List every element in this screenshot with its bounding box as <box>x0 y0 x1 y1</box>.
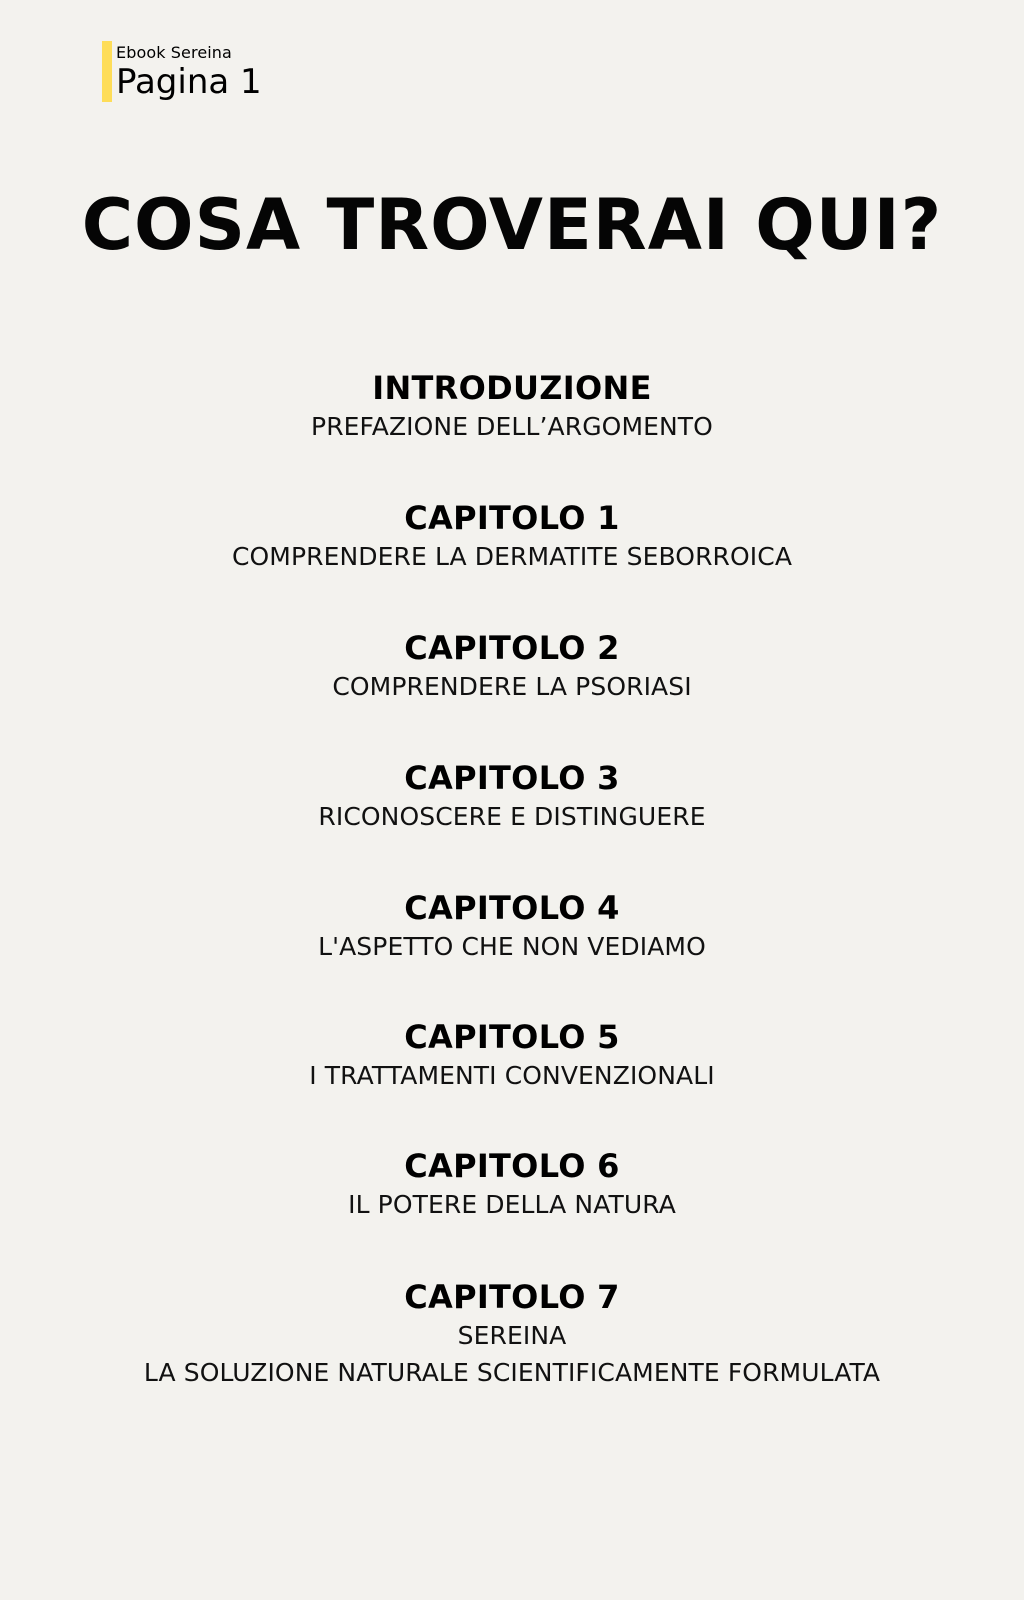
toc-heading: CAPITOLO 1 <box>404 499 620 537</box>
toc-entry-capitolo-3 <box>0 758 1024 835</box>
toc-description: L'ASPETTO CHE NON VEDIAMO <box>318 932 706 961</box>
toc-description: IL POTERE DELLA NATURA <box>348 1190 676 1219</box>
toc-heading: CAPITOLO 6 <box>404 1147 620 1185</box>
toc-entry-capitolo-6 <box>0 1146 1024 1223</box>
toc-entry-introduzione <box>0 368 1024 445</box>
toc-description: PREFAZIONE DELL’ARGOMENTO <box>311 412 713 441</box>
toc-description: I TRATTAMENTI CONVENZIONALI <box>309 1061 715 1090</box>
toc-description: COMPRENDERE LA DERMATITE SEBORROICA <box>231 542 793 571</box>
toc-entry-capitolo-5 <box>0 1017 1024 1094</box>
accent-bar <box>102 41 112 102</box>
toc-description: RICONOSCERE E DISTINGUERE <box>318 802 706 831</box>
ebook-title: Ebook Sereina <box>116 43 232 62</box>
toc-description: LA SOLUZIONE NATURALE SCIENTIFICAMENTE FORMULATA <box>143 1358 881 1387</box>
toc-entry-capitolo-7 <box>0 1277 1024 1391</box>
toc-entry-capitolo-2 <box>0 628 1024 705</box>
page-number: Pagina 1 <box>116 62 262 102</box>
toc-heading: CAPITOLO 5 <box>404 1018 620 1056</box>
toc-entry-capitolo-1 <box>0 498 1024 575</box>
toc-heading: INTRODUZIONE <box>372 369 652 407</box>
toc-heading: CAPITOLO 3 <box>404 759 620 797</box>
toc-entry-capitolo-4 <box>0 888 1024 965</box>
toc-heading: CAPITOLO 2 <box>404 629 620 667</box>
toc-heading: CAPITOLO 4 <box>404 889 620 927</box>
toc-heading: CAPITOLO 7 <box>404 1278 620 1316</box>
page-title: COSA TROVERAI QUI? <box>81 184 943 266</box>
toc-description: SEREINA <box>457 1321 567 1350</box>
page-header <box>102 41 262 102</box>
toc-description: COMPRENDERE LA PSORIASI <box>332 672 692 701</box>
